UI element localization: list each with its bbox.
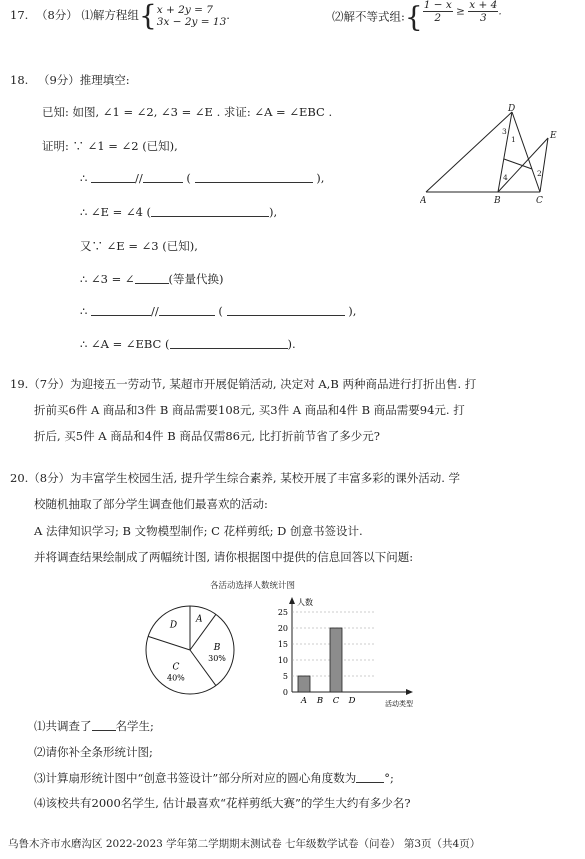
segment-DC bbox=[512, 112, 540, 192]
paren-close: ), bbox=[316, 171, 325, 185]
y-tick-label: 15 bbox=[277, 640, 288, 649]
frac1-num: 1 − x bbox=[423, 0, 452, 11]
q18-header bbox=[10, 72, 130, 88]
sub3-end: °; bbox=[384, 771, 394, 785]
answer-blank[interactable] bbox=[135, 273, 169, 284]
bar-chart bbox=[262, 594, 432, 712]
parallel-sign: // bbox=[150, 304, 159, 318]
q18-title: （9分）推理填空: bbox=[37, 73, 130, 87]
bar-c bbox=[330, 628, 342, 692]
therefore: ∴ bbox=[80, 171, 88, 185]
line2-text: ∴ ∠E = ∠4 ( bbox=[80, 205, 152, 219]
q19-line1: 19.（7分）为迎接五一劳动节, 某超市开展促销活动, 决定对 A,B 两种商品进行打折出售. 打 bbox=[10, 377, 477, 391]
paren-close: ). bbox=[287, 337, 296, 351]
x-tick-label-a: A bbox=[300, 696, 308, 706]
segment-EC bbox=[540, 138, 548, 192]
q17-score: （8分） bbox=[35, 8, 78, 22]
answer-blank[interactable] bbox=[143, 172, 183, 183]
reason-blank[interactable] bbox=[227, 305, 345, 316]
q20-line1: 20.（8分）为丰富学生校园生活, 提升学生综合素养, 某校开展了丰富多彩的课外活动. 学 bbox=[10, 471, 461, 485]
y-tick-label: 10 bbox=[277, 656, 288, 665]
sub1-end: 名学生; bbox=[115, 719, 154, 733]
frac1-den: 2 bbox=[434, 12, 442, 24]
bar-a bbox=[298, 676, 310, 692]
y-tick-label: 25 bbox=[277, 608, 288, 617]
point-E-label: E bbox=[550, 131, 557, 141]
line4-reason: (等量代换) bbox=[168, 272, 224, 286]
q19-line3: 折后, 买5件 A 商品和4件 B 商品仅需86元, 比打折前节省了多少元? bbox=[34, 429, 380, 443]
answer-blank[interactable] bbox=[92, 720, 116, 731]
frac2-num: x + 4 bbox=[469, 0, 498, 11]
reason-blank[interactable] bbox=[195, 172, 313, 183]
segment-BE bbox=[498, 138, 548, 192]
pie-slice-label-c: C bbox=[172, 662, 180, 673]
q20-sub1 bbox=[34, 718, 154, 734]
pie-slice-value-c: 40% bbox=[167, 673, 185, 683]
q17-eq1: x + 2y = 7 bbox=[156, 4, 213, 16]
paren-close: ), bbox=[348, 304, 357, 318]
q17-row bbox=[10, 0, 230, 32]
x-tick-label-b: B bbox=[316, 696, 324, 706]
q18-line4 bbox=[80, 271, 224, 287]
angle-2-label: 2 bbox=[537, 169, 542, 178]
line6-text: ∴ ∠A = ∠EBC ( bbox=[80, 337, 170, 351]
y-axis-arrow-icon bbox=[289, 597, 295, 604]
paren-open: ( bbox=[218, 304, 223, 318]
x-axis-label: 活动类型 bbox=[385, 700, 413, 708]
x-tick-label-c: C bbox=[332, 696, 340, 706]
answer-blank[interactable] bbox=[91, 305, 151, 316]
pie-slice-label-b: B bbox=[213, 643, 221, 653]
chart-title: 各活动选择人数统计图 bbox=[210, 581, 296, 591]
parallel-sign: // bbox=[134, 171, 143, 185]
reason-blank[interactable] bbox=[170, 338, 288, 349]
answer-blank[interactable] bbox=[91, 172, 135, 183]
q18-line3: 又∵ ∠E = ∠3 (已知), bbox=[80, 239, 198, 253]
y-tick-label: 20 bbox=[277, 624, 288, 633]
q20-line4: 并将调查结果绘制成了两幅统计图, 请你根据图中提供的信息回答以下问题: bbox=[34, 550, 414, 564]
sub1-text: ⑴共调查了 bbox=[34, 719, 92, 733]
geq-sign: ≥ bbox=[456, 5, 465, 18]
q18-given: 已知: 如图, ∠1 = ∠2, ∠3 = ∠E . 求证: ∠A = ∠EBC . bbox=[42, 105, 333, 119]
q17-end1: . bbox=[226, 8, 230, 22]
line4-text: ∴ ∠3 = ∠ bbox=[80, 272, 135, 286]
q18-line2 bbox=[80, 205, 277, 219]
q18-proof-start: 证明: ∵ ∠1 = ∠2 (已知), bbox=[42, 139, 178, 153]
q17-part2 bbox=[332, 0, 502, 34]
angle-3-label: 3 bbox=[502, 127, 507, 136]
segment-AD bbox=[426, 112, 512, 192]
q17-frac2 bbox=[468, 0, 498, 24]
q18-number: 18. bbox=[10, 73, 29, 87]
reason-blank[interactable] bbox=[151, 206, 269, 217]
sub3-text: ⑶计算扇形统计图中“创意书签设计”部分所对应的圆心角度数为 bbox=[34, 771, 357, 785]
page-footer: 乌鲁木齐市水磨沟区 2022-2023 学年第二学期期末测试卷 七年级数学试卷（问卷） 第3页（共4页） bbox=[8, 838, 481, 850]
pie-slice-label-a: A bbox=[196, 614, 203, 625]
answer-blank[interactable] bbox=[159, 305, 215, 316]
y-tick-label: 0 bbox=[282, 688, 288, 697]
q17-system2 bbox=[423, 0, 502, 24]
pie-chart bbox=[140, 600, 240, 700]
pie-slice-label-d: D bbox=[169, 620, 178, 631]
q17-part1-label: ⑴解方程组 bbox=[81, 8, 139, 22]
q20-sub3 bbox=[34, 770, 394, 786]
q18-line6 bbox=[80, 337, 296, 351]
y-axis-label: 人数 bbox=[297, 598, 313, 607]
q18-line5 bbox=[80, 304, 356, 318]
answer-blank[interactable] bbox=[356, 772, 384, 783]
angle-4-label: 4 bbox=[503, 173, 508, 182]
q20-line3: A 法律知识学习; B 文物模型制作; C 花样剪纸; D 创意书签设计. bbox=[34, 524, 363, 538]
q17-frac1 bbox=[423, 0, 453, 24]
q17-part2-label: ⑵解不等式组: bbox=[332, 9, 405, 24]
q19-line2: 折前买6件 A 商品和3件 B 商品需要108元, 买3件 A 商品和4件 B 商品需要94元. 打 bbox=[34, 403, 465, 417]
x-axis-arrow-icon bbox=[406, 689, 413, 695]
q20-sub4: ⑷该校共有2000名学生, 估计最喜欢“花样剪纸大赛”的学生大约有多少名? bbox=[34, 796, 411, 810]
angle-1-label: 1 bbox=[511, 135, 516, 144]
q18-line1 bbox=[80, 171, 324, 185]
paren-open: ( bbox=[186, 171, 191, 185]
q20-sub2: ⑵请你补全条形统计图; bbox=[34, 745, 153, 759]
q17-end2: . bbox=[498, 5, 502, 18]
paren-close: ), bbox=[269, 205, 278, 219]
point-B-label: B bbox=[494, 196, 501, 206]
y-tick-label: 5 bbox=[282, 672, 288, 681]
frac2-den: 3 bbox=[479, 12, 487, 24]
q18-geometry-figure bbox=[420, 104, 580, 208]
q17-number: 17. bbox=[10, 8, 29, 22]
q17-eq2: 3x − 2y = 13 bbox=[156, 16, 227, 28]
q17-ineq2 bbox=[423, 0, 502, 24]
therefore: ∴ bbox=[80, 304, 88, 318]
point-D-label: D bbox=[508, 104, 516, 114]
q17-system1 bbox=[157, 4, 227, 28]
point-A-label: A bbox=[420, 196, 427, 206]
point-C-label: C bbox=[536, 196, 543, 206]
brace-glyph: { bbox=[138, 0, 157, 32]
pie-slice-value-b: 30% bbox=[208, 654, 226, 663]
x-tick-label-d: D bbox=[348, 696, 356, 706]
brace-glyph: { bbox=[404, 0, 423, 34]
q20-line2: 校随机抽取了部分学生调查他们最喜欢的活动: bbox=[34, 497, 268, 511]
